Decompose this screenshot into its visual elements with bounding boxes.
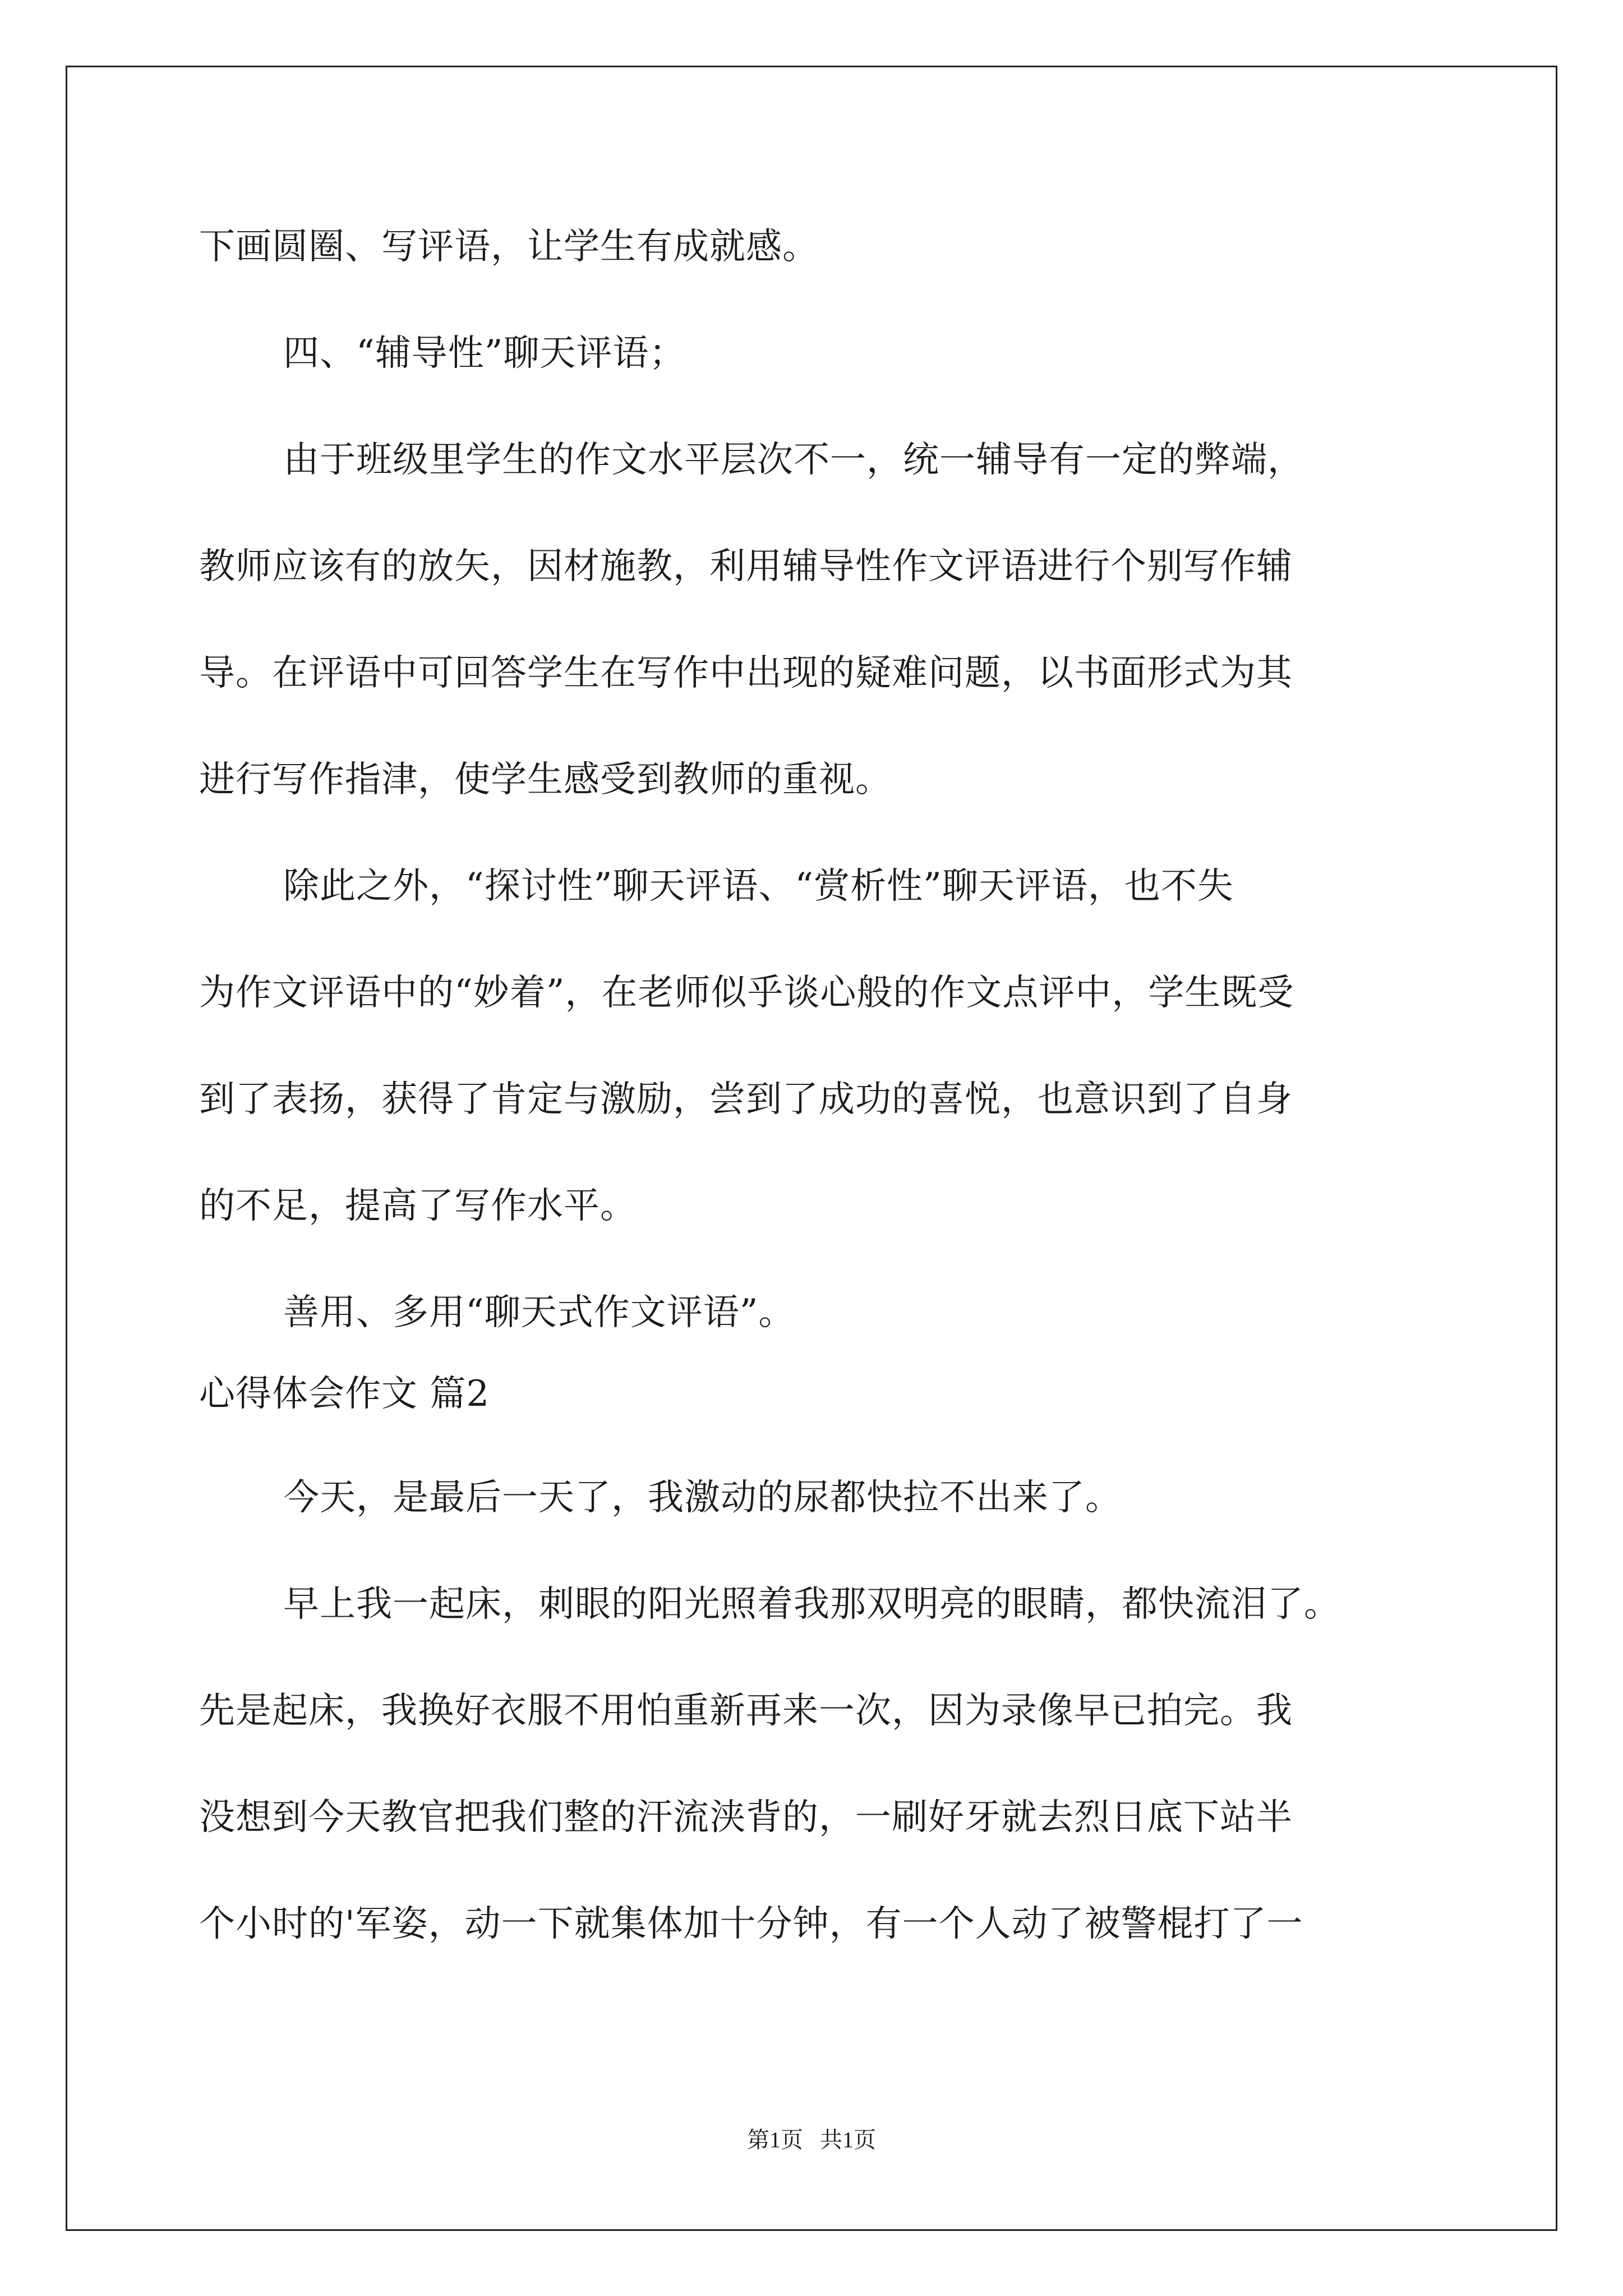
section-title: 心得体会作文 篇2 [199,1373,490,1415]
text-line-15: 先是起床，我换好衣服不用怕重新再来一次，因为录像早已拍完。我 [199,1690,1293,1732]
text-line-8: 为作文评语中的“妙着”，在老师似乎谈心般的作文点评中，学生既受 [199,972,1294,1014]
text-line-11: 善用、多用“聊天式作文评语”。 [283,1292,795,1333]
text-line-4: 教师应该有的放矢，因材施教，利用辅导性作文评语进行个别写作辅 [199,546,1293,587]
text-line-10: 的不足，提高了写作水平。 [199,1185,637,1227]
text-line-14: 早上我一起床，刺眼的阳光照着我那双明亮的眼睛，都快流泪了。 [283,1584,1340,1625]
page-number-footer: 第1页 共1页 [747,2127,876,2152]
text-line-1: 下画圆圈、写评语，让学生有成就感。 [199,226,819,268]
text-line-7: 除此之外，“探讨性”聊天评语、“赏析性”聊天评语，也不失 [283,866,1234,907]
text-line-3: 由于班级里学生的作文水平层次不一，统一辅导有一定的弊端， [283,439,1304,481]
text-line-16: 没想到今天教官把我们整的汗流浃背的，一刷好牙就去烈日底下站半 [199,1797,1293,1838]
section-heading-4: 四、“辅导性”聊天评语； [283,333,686,374]
text-line-13: 今天，是最后一天了，我激动的尿都快拉不出来了。 [283,1477,1122,1519]
text-line-17: 个小时的'军姿，动一下就集体加十分钟，有一个人动了被警棍打了一 [199,1903,1303,1945]
text-line-6: 进行写作指津，使学生感受到教师的重视。 [199,759,892,800]
text-line-9: 到了表扬，获得了肯定与激励，尝到了成功的喜悦，也意识到了自身 [199,1079,1293,1120]
text-line-5: 导。在评语中可回答学生在写作中出现的疑难问题，以书面形式为其 [199,652,1293,694]
